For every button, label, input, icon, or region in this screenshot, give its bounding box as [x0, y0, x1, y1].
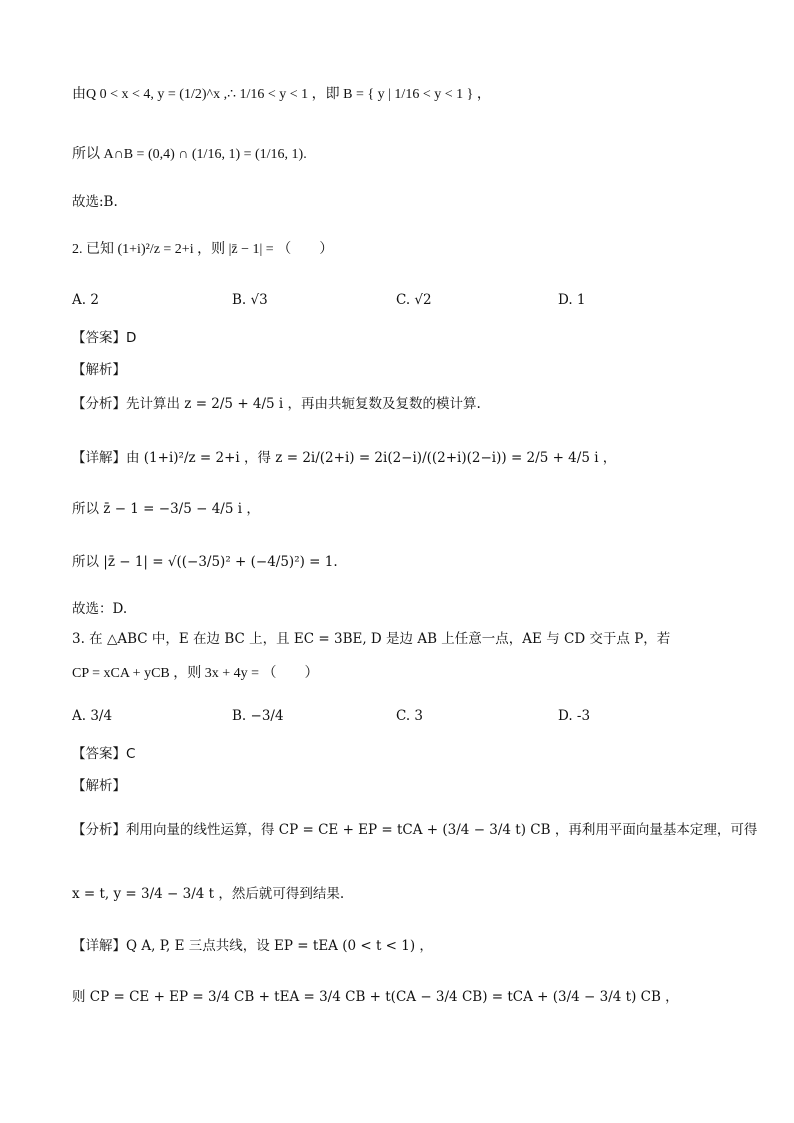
intersection-result: 所以 A∩B = (0,4) ∩ (1/16, 1) = (1/16, 1).	[72, 147, 307, 162]
q3-analysis-result: x = t, y = 3/4 − 3/4 t ，然后就可得到结果.	[72, 886, 345, 902]
q2-option-a: A. 2	[72, 292, 99, 308]
q3-stem-vector: CP = xCA + yCB ，则 3x + 4y = （ ）	[72, 666, 319, 681]
q2-answer: 【答案】D	[72, 330, 137, 346]
q3-option-c: C. 3	[396, 708, 424, 724]
q2-option-d: D. 1	[558, 292, 586, 308]
q3-option-a: A. 3/4	[72, 708, 113, 724]
q2-stem: 2. 已知 (1+i)²/z = 2+i ，则 |z̄ − 1| = （ ）	[72, 242, 334, 257]
q3-detail: 【详解】Q A, P, E 三点共线，设 EP = tEA (0 < t < 1) ，	[72, 938, 433, 954]
q2-choice: 故选：D.	[72, 601, 128, 617]
q2-option-b: B. √3	[232, 292, 268, 308]
q3-option-d: D. -3	[558, 708, 591, 724]
q3-detail-derivation: 则 CP = CE + EP = 3/4 CB + tEA = 3/4 CB + t(CA − 3/4 CB) = tCA + (3/4 − 3/4 t) CB ，	[72, 989, 679, 1005]
q2-option-c: C. √2	[396, 292, 432, 308]
q3-stem: 3. 在 △ABC 中，E 在边 BC 上，且 EC = 3BE, D 是边 AB 上任意一点，AE 与 CD 交于点 P，若	[72, 631, 671, 647]
q3-analysis-header: 【解析】	[72, 778, 126, 794]
q1-choice: 故选:B.	[72, 194, 118, 210]
q2-modulus: 所以 |z̄ − 1| = √((−3/5)² + (−4/5)²) = 1.	[72, 554, 338, 570]
q2-analysis: 【分析】先计算出 z = 2/5 + 4/5 i ，再由共轭复数及复数的模计算.	[72, 396, 481, 412]
q2-analysis-header: 【解析】	[72, 362, 126, 378]
q3-option-b: B. −3/4	[232, 708, 284, 724]
q3-answer: 【答案】C	[72, 746, 136, 762]
q2-conjugate: 所以 z̄ − 1 = −3/5 − 4/5 i ，	[72, 501, 260, 517]
q3-analysis: 【分析】利用向量的线性运算，得 CP = CE + EP = tCA + (3/4 − 3/4 t) CB ，再利用平面向量基本定理，可得	[72, 822, 758, 838]
set-b-derivation: 由Q 0 < x < 4, y = (1/2)^x ,∴ 1/16 < y < 1 ，即 B = { y | 1/16 < y < 1 } ，	[72, 87, 491, 102]
q2-detail: 【详解】由 (1+i)²/z = 2+i ，得 z = 2i/(2+i) = 2i(2−i)/((2+i)(2−i)) = 2/5 + 4/5 i ，	[72, 450, 617, 466]
